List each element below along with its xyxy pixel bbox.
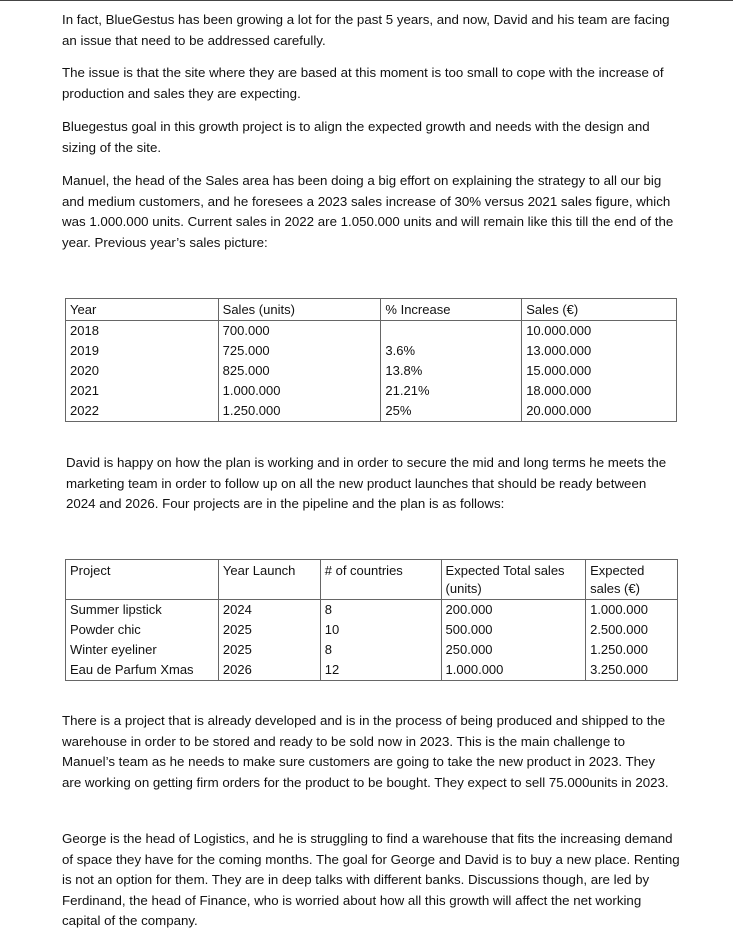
project-cell-countries: 8 bbox=[320, 640, 441, 660]
projects-header-year: Year Launch bbox=[218, 560, 320, 600]
project-cell-name: Winter eyeliner bbox=[66, 640, 219, 660]
sales-cell-year: 2020 bbox=[66, 361, 219, 381]
sales-cell-euro: 18.000.000 bbox=[522, 381, 677, 401]
projects-header-euro: Expected sales (€) bbox=[586, 560, 678, 600]
table-row bbox=[66, 640, 678, 660]
projects-header-units: Expected Total sales (units) bbox=[441, 560, 586, 600]
sales-table bbox=[65, 298, 677, 422]
sales-cell-units: 825.000 bbox=[218, 361, 381, 381]
paragraph-product-plan: David is happy on how the plan is working and in order to secure the mid and long terms he meets the marketing team in order to follow up on all the new product launches that should be ready between 2024 and 2026. Four projects are in the pipeline and the plan is as follows: bbox=[66, 455, 667, 512]
project-cell-units: 1.000.000 bbox=[441, 660, 586, 681]
top-rule bbox=[0, 0, 733, 1]
sales-cell-increase: 13.8% bbox=[381, 361, 522, 381]
sales-header-euro: Sales (€) bbox=[522, 299, 677, 321]
projects-header-countries: # of countries bbox=[320, 560, 441, 600]
table-row bbox=[66, 381, 677, 401]
project-cell-year: 2026 bbox=[218, 660, 320, 681]
project-cell-year: 2025 bbox=[218, 620, 320, 640]
project-cell-countries: 8 bbox=[320, 600, 441, 621]
sales-cell-units: 725.000 bbox=[218, 341, 381, 361]
sales-cell-increase: 21.21% bbox=[381, 381, 522, 401]
sales-cell-increase bbox=[381, 321, 522, 342]
table-row bbox=[66, 600, 678, 621]
table-row bbox=[66, 321, 677, 342]
project-cell-name: Powder chic bbox=[66, 620, 219, 640]
projects-header-project: Project bbox=[66, 560, 219, 600]
paragraph-current-project: There is a project that is already developed and is in the process of being produced and shipped to the warehouse in order to be stored and ready to be sold now in 2023. This is the main challenge to Manuel’s team as he needs to make sure customers are going to take the new product in 2023. They are working on getting firm orders for the product to be bought. They expect to sell 75.000units in 2023. bbox=[62, 713, 669, 790]
projects-table bbox=[65, 559, 678, 681]
sales-cell-year: 2018 bbox=[66, 321, 219, 342]
project-cell-euro: 2.500.000 bbox=[586, 620, 678, 640]
project-cell-euro: 1.250.000 bbox=[586, 640, 678, 660]
paragraph-issue: The issue is that the site where they are based at this moment is too small to cope with the increase of production and sales they are expecting. bbox=[62, 65, 664, 101]
paragraph-logistics: George is the head of Logistics, and he is struggling to find a warehouse that fits the increasing demand of space they have for the coming months. The goal for George and David is to buy a new place. Renting is not an option for them. They are in deep talks with different banks. Discussions though, are led by Ferdinand, the head of Finance, who is worried about how all this growth will affect the net working capital of the company. bbox=[62, 831, 680, 929]
table-row bbox=[66, 361, 677, 381]
project-cell-euro: 3.250.000 bbox=[586, 660, 678, 681]
project-cell-units: 200.000 bbox=[441, 600, 586, 621]
sales-header-year: Year bbox=[66, 299, 219, 321]
project-cell-name: Eau de Parfum Xmas bbox=[66, 660, 219, 681]
projects-table-header-row bbox=[66, 560, 678, 600]
sales-cell-units: 700.000 bbox=[218, 321, 381, 342]
paragraph-intro: In fact, BlueGestus has been growing a lot for the past 5 years, and now, David and his team are facing an issue that need to be addressed carefully. bbox=[62, 12, 670, 48]
project-cell-year: 2025 bbox=[218, 640, 320, 660]
sales-cell-euro: 13.000.000 bbox=[522, 341, 677, 361]
table-row bbox=[66, 660, 678, 681]
project-cell-countries: 10 bbox=[320, 620, 441, 640]
table-row bbox=[66, 341, 677, 361]
sales-cell-increase: 3.6% bbox=[381, 341, 522, 361]
paragraph-goal: Bluegestus goal in this growth project is to align the expected growth and needs with the design and sizing of the site. bbox=[62, 119, 650, 155]
sales-cell-units: 1.250.000 bbox=[218, 401, 381, 422]
table-row bbox=[66, 401, 677, 422]
sales-cell-increase: 25% bbox=[381, 401, 522, 422]
project-cell-year: 2024 bbox=[218, 600, 320, 621]
project-cell-countries: 12 bbox=[320, 660, 441, 681]
sales-header-units: Sales (units) bbox=[218, 299, 381, 321]
project-cell-euro: 1.000.000 bbox=[586, 600, 678, 621]
paragraph-sales-strategy: Manuel, the head of the Sales area has been doing a big effort on explaining the strategy to all our big and medium customers, and he foresees a 2023 sales increase of 30% versus 2021 sales figure, which was 1.000.000 units. Current sales in 2022 are 1.050.000 units and will remain like this till the end of the year. Previous year’s sales picture: bbox=[62, 173, 674, 250]
sales-cell-euro: 10.000.000 bbox=[522, 321, 677, 342]
sales-cell-year: 2021 bbox=[66, 381, 219, 401]
project-cell-name: Summer lipstick bbox=[66, 600, 219, 621]
sales-cell-euro: 20.000.000 bbox=[522, 401, 677, 422]
sales-cell-units: 1.000.000 bbox=[218, 381, 381, 401]
project-cell-units: 500.000 bbox=[441, 620, 586, 640]
table-row bbox=[66, 620, 678, 640]
project-cell-units: 250.000 bbox=[441, 640, 586, 660]
sales-cell-year: 2022 bbox=[66, 401, 219, 422]
sales-cell-euro: 15.000.000 bbox=[522, 361, 677, 381]
sales-header-increase: % Increase bbox=[381, 299, 522, 321]
sales-table-header-row bbox=[66, 299, 677, 321]
sales-cell-year: 2019 bbox=[66, 341, 219, 361]
